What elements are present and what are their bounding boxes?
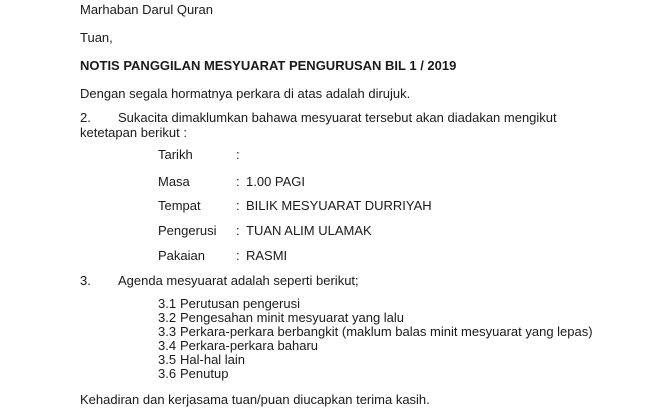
detail-label-tarikh: Tarikh [158,147,193,162]
detail-label-pakaian: Pakaian [158,248,205,263]
detail-label-tempat: Tempat [158,198,201,213]
intro-text: Dengan segala hormatnya perkara di atas adalah dirujuk. [80,86,411,101]
agenda-item-text: Perkara-perkara baharu [180,338,319,353]
notice-title: NOTIS PANGGILAN MESYUARAT PENGURUSAN BIL 1 / 2019 [80,58,457,73]
agenda-item-text: Perkara-perkara berbangkit (maklum balas minit mesyuarat yang lepas) [180,324,593,339]
agenda-item-number: 3.3 [158,324,177,339]
detail-colon: : [236,198,240,213]
detail-colon: : [236,223,240,238]
agenda-item-number: 3.4 [158,338,177,353]
agenda-item-text: Pengesahan minit mesyuarat yang lalu [180,310,405,325]
agenda-item-number: 3.5 [158,352,177,367]
detail-value-pakaian: RASMI [246,248,288,263]
para3-text: Agenda mesyuarat adalah seperti berikut; [118,273,359,288]
detail-value-tempat: BILIK MESYUARAT DURRIYAH [246,198,432,213]
agenda-item-number: 3.2 [158,310,177,325]
closing-text: Kehadiran dan kerjasama tuan/puan diucapkan terima kasih. [80,392,430,407]
detail-colon: : [236,248,240,263]
detail-value-masa: 1.00 PAGI [246,174,306,189]
detail-label-masa: Masa [158,174,190,189]
agenda-item-text: Perutusan pengerusi [180,296,300,311]
para2-number: 2. [80,110,91,125]
agenda-item-number: 3.6 [158,366,177,381]
agenda-item-text: Hal-hal lain [180,352,246,367]
detail-colon: : [236,174,240,189]
agenda-item-number: 3.1 [158,296,177,311]
para2-text-line2: ketetapan berikut : [80,125,187,140]
address-line: Marhaban Darul Quran [80,2,213,17]
detail-value-pengerusi: TUAN ALIM ULAMAK [246,223,372,238]
para3-number: 3. [80,273,91,288]
para2-text-line1: Sukacita dimaklumkan bahawa mesyuarat tersebut akan diadakan mengikut [118,110,557,125]
salutation: Tuan, [80,30,113,45]
detail-colon: : [236,147,240,162]
detail-label-pengerusi: Pengerusi [158,223,217,238]
agenda-item-text: Penutup [180,366,229,381]
